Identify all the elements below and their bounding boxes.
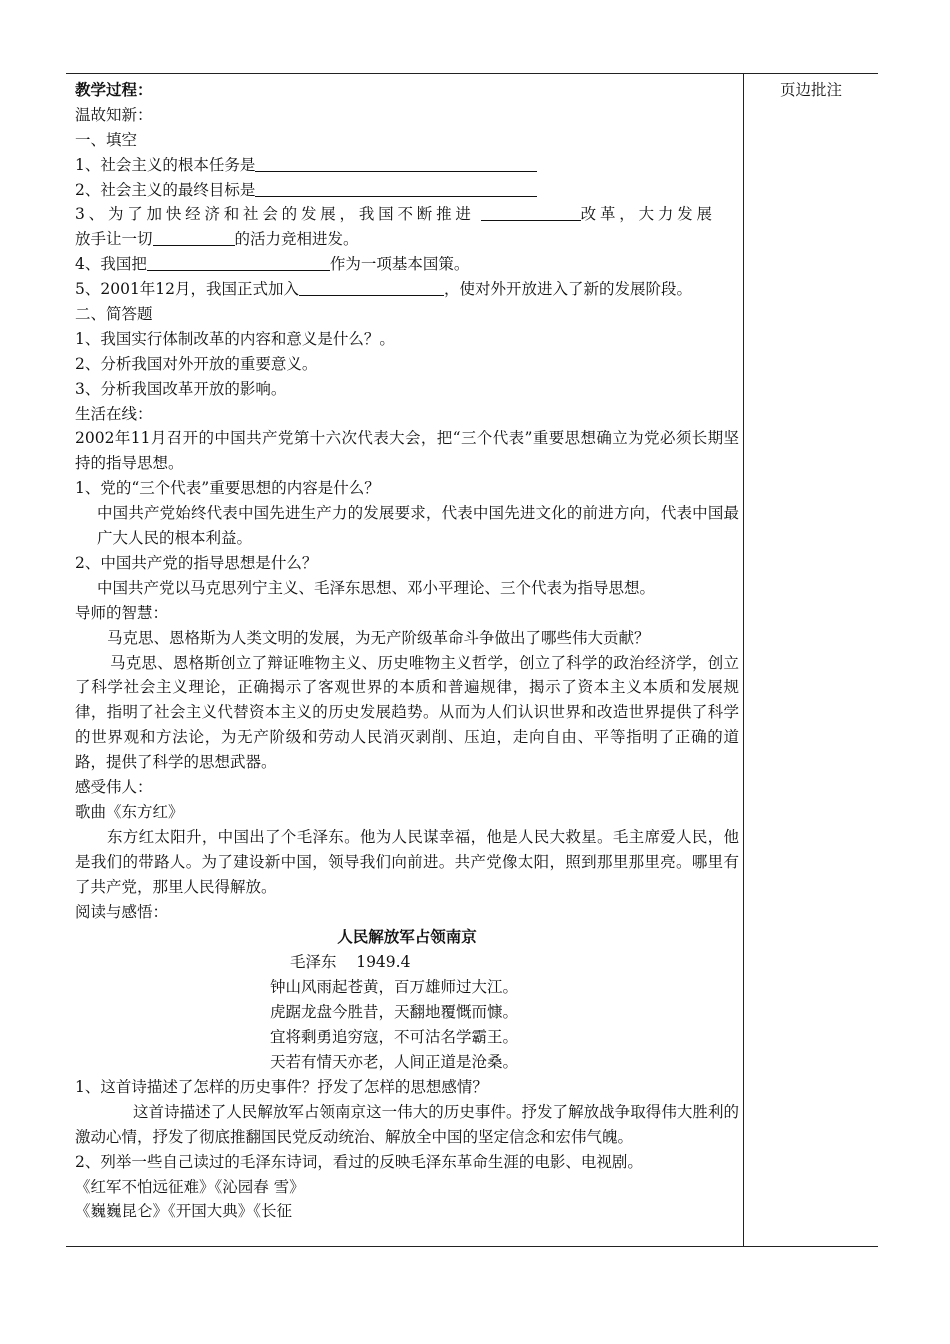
question-text: 2、社会主义的最终目标是 bbox=[75, 180, 256, 199]
answer-blank[interactable] bbox=[481, 204, 581, 221]
poem-line: 虎踞龙盘今胜昔，天翻地覆慨而慷。 bbox=[270, 1003, 519, 1022]
answer-blank[interactable] bbox=[255, 155, 537, 172]
question-text: 5、2001年12月，我国正式加入 bbox=[75, 280, 300, 299]
poem-line: 天若有情天亦老，人间正道是沧桑。 bbox=[270, 1053, 519, 1072]
reading-list-1: 《红军不怕远征难》《沁园春 雪》 bbox=[75, 1177, 305, 1196]
answer-blank[interactable] bbox=[299, 279, 444, 296]
reading-question-1: 1、这首诗描述了怎样的历史事件？抒发了怎样的思想感情？ bbox=[75, 1077, 488, 1096]
question-text: 作为一项基本国策。 bbox=[329, 255, 470, 274]
fill-question-3 bbox=[75, 202, 739, 227]
question-text: ，使对外开放进入了新的发展阶段。 bbox=[444, 280, 693, 299]
section-title: 教学过程： bbox=[75, 80, 153, 99]
fill-question-5 bbox=[75, 277, 739, 302]
short-question-3: 3、分析我国改革开放的影响。 bbox=[75, 379, 287, 398]
mentor-heading: 导师的智慧： bbox=[75, 603, 169, 622]
feel-heading: 感受伟人： bbox=[75, 778, 153, 797]
poem-title: 人民解放军占领南京 bbox=[337, 927, 477, 947]
short-answer-title: 二、简答题 bbox=[75, 305, 153, 324]
question-text: 改革，大力发展 bbox=[580, 205, 716, 224]
question-text: 放手让一切 bbox=[75, 230, 153, 249]
poem-line: 钟山风雨起苍黄，百万雄师过大江。 bbox=[270, 978, 519, 997]
fill-question-3-cont bbox=[75, 227, 739, 252]
life-question-1: 1、党的“三个代表”重要思想的内容是什么？ bbox=[75, 479, 380, 498]
fill-question-1 bbox=[75, 153, 739, 178]
column-divider bbox=[743, 73, 744, 1246]
short-question-2: 2、分析我国对外开放的重要意义。 bbox=[75, 354, 318, 373]
question-text: 4、我国把 bbox=[75, 255, 147, 274]
table-bottom-border bbox=[66, 1246, 878, 1247]
poem-author: 毛泽东 1949.4 bbox=[290, 953, 411, 972]
question-text: 3、为了加快经济和社会的发展，我国不断推进 bbox=[75, 205, 475, 224]
teaching-process-content bbox=[75, 78, 739, 1224]
song-title: 歌曲《东方红》 bbox=[75, 802, 184, 821]
mentor-question: 马克思、恩格斯为人类文明的发展，为无产阶级革命斗争做出了哪些伟大贡献？ bbox=[107, 628, 650, 647]
life-answer-1: 中国共产党始终代表中国先进生产力的发展要求，代表中国先进文化的前进方向，代表中国最广大人民的根本利益。 bbox=[97, 504, 739, 548]
fill-blank-title: 一、填空 bbox=[75, 130, 138, 149]
answer-blank[interactable] bbox=[255, 180, 537, 197]
mentor-answer: 马克思、恩格斯创立了辩证唯物主义、历史唯物主义哲学，创立了科学的政治经济学，创立了科学社会主义理论，正确揭示了客观世界的本质和普遍规律，揭示了资本主义本质和发展规律，指明了社会主义代替资本主义的历史发展趋势。从而为人们认识世界和改造世界提供了科学的世界观和方法论，为无产阶级和劳动人民消灭剥削、压迫，走向自由、平等指明了正确的道路，提供了科学的思想武器。 bbox=[75, 653, 739, 772]
reading-question-2: 2、列举一些自己读过的毛泽东诗词，看过的反映毛泽东革命生涯的电影、电视剧。 bbox=[75, 1152, 643, 1171]
review-heading: 温故知新： bbox=[75, 105, 153, 124]
life-heading: 生活在线： bbox=[75, 404, 153, 423]
fill-question-2 bbox=[75, 178, 739, 203]
life-answer-2: 中国共产党以马克思列宁主义、毛泽东思想、邓小平理论、三个代表为指导思想。 bbox=[97, 578, 656, 597]
reading-heading: 阅读与感悟： bbox=[75, 902, 169, 921]
table-top-border bbox=[66, 73, 878, 74]
reading-answer-1: 这首诗描述了人民解放军占领南京这一伟大的历史事件。抒发了解放战争取得伟大胜利的激动心情，抒发了彻底推翻国民党反动统治、解放全中国的坚定信念和宏伟气魄。 bbox=[75, 1102, 739, 1146]
reading-list-2: 《巍巍昆仑》《开国大典》《长征 bbox=[75, 1202, 293, 1221]
question-text: 的活力竞相进发。 bbox=[234, 230, 359, 249]
poem-line: 宜将剩勇追穷寇，不可沽名学霸王。 bbox=[270, 1028, 519, 1047]
question-text: 1、社会主义的根本任务是 bbox=[75, 155, 256, 174]
short-question-1: 1、我国实行体制改革的内容和意义是什么？。 bbox=[75, 329, 395, 348]
margin-notes-header: 页边批注 bbox=[779, 81, 842, 99]
answer-blank[interactable] bbox=[147, 254, 330, 271]
fill-question-4 bbox=[75, 252, 739, 277]
song-lyrics: 东方红太阳升，中国出了个毛泽东。他为人民谋幸福，他是人民大救星。毛主席爱人民，他是我们的带路人。为了建设新中国，领导我们向前进。共产党像太阳，照到那里那里亮。哪里有了共产党，那里人民得解放。 bbox=[75, 827, 739, 896]
life-question-2: 2、中国共产党的指导思想是什么？ bbox=[75, 553, 318, 572]
life-intro: 2002年11月召开的中国共产党第十六次代表大会，把“三个代表”重要思想确立为党必须长期坚持的指导思想。 bbox=[75, 429, 739, 473]
answer-blank[interactable] bbox=[153, 229, 235, 246]
